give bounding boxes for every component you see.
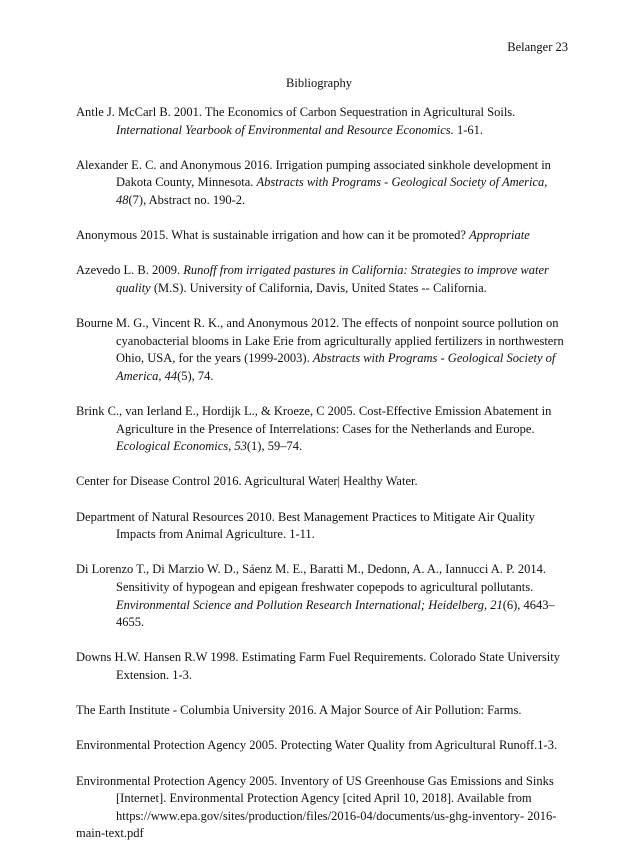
entry-text: Department of Natural Resources 2010. Best Management Practices to Mitigate Air Quality Impacts from Animal Agriculture. 1-11. [76, 509, 535, 542]
bibliography-entry [76, 262, 566, 297]
entry-italic: Runoff from irrigated pastures in California: Strategies to improve water quality [116, 263, 549, 295]
running-head: Belanger 23 [507, 40, 568, 54]
bibliography-entry [76, 104, 566, 139]
page-title: Bibliography [286, 76, 352, 90]
entry-tail: (7), Abstract no. 190-2. [128, 192, 246, 207]
entry-text: Environmental Protection Agency 2005. Inventory of US Greenhouse Gas Emissions and Sinks [Internet]. Environmental Protection Agency [cited April 10, 2018]. Available from https://www.epa.gov/sites/production/files/2016-04/documents/us-ghg-inventory- 2016- [76, 773, 557, 823]
entry-text: Brink C., van Ierland E., Hordijk L., & Kroeze, C 2005. Cost-Effective Emission Abatement in Agriculture in the Presence of Interrelations: Cases for the Netherlands and Europe. [76, 404, 552, 436]
entry-text: Antle J. McCarl B. 2001. The Economics of Carbon Sequestration in Agricultural Soils. [76, 105, 516, 119]
bibliography-entry [76, 509, 566, 544]
bibliography-entry [76, 315, 566, 385]
entry-italic: Appropriate [469, 228, 530, 243]
bibliography-entry [76, 649, 566, 684]
bibliography-entry [76, 473, 566, 491]
entry-text: Downs H.W. Hansen R.W 1998. Estimating Farm Fuel Requirements. Colorado State University Extension. 1-3. [76, 650, 560, 682]
entry-text: Center for Disease Control 2016. Agricultural Water| Healthy Water. [76, 474, 418, 489]
entry-text: Bourne M. G., Vincent R. K., and Anonymous 2012. The effects of nonpoint source pollution on cyanobacterial blooms in Lake Erie from agriculturally applied fertilizers in northwestern Ohio, USA, for the years (1999-2003). [76, 316, 564, 366]
entry-tail: (5), 74. [177, 368, 214, 383]
entry-italic: International Yearbook of Environmental and Resource Economics. [116, 122, 454, 137]
entry-italic: Environmental Science and Pollution Research International; Heidelberg, 21 [116, 597, 503, 612]
bibliography-entry [76, 157, 566, 210]
bibliography-entry [76, 403, 566, 456]
entry-continuation: main-text.pdf [76, 826, 144, 841]
entry-tail: (M.S). University of California, Davis, United States -- California. [150, 280, 487, 295]
entry-italic: Abstracts with Programs - Geological Society of America, 48 [116, 175, 548, 207]
bibliography-entry [76, 773, 566, 843]
entry-italic: Ecological Economics, 53 [116, 439, 247, 454]
bibliography-entry [76, 227, 566, 245]
entry-text: Environmental Protection Agency 2005. Protecting Water Quality from Agricultural Runoff.1-3. [76, 738, 558, 753]
entry-tail: (6), 4643–4655. [116, 597, 555, 630]
entry-tail: (1), 59–74. [246, 439, 303, 454]
entry-text: Alexander E. C. and Anonymous 2016. Irrigation pumping associated sinkhole development in Dakota County, Minnesota. [76, 157, 551, 190]
bibliography-entry [76, 737, 566, 755]
entry-italic: Abstracts with Programs - Geological Society of America, 44 [116, 351, 556, 383]
bibliography-entry [76, 702, 566, 720]
entry-text: Di Lorenzo T., Di Marzio W. D., Sáenz M. E., Baratti M., Dedonn, A. A., Iannucci A. P. 2014. Sensitivity of hypogean and epigean freshwater copepods to agricultural pollutants. [76, 562, 546, 595]
entry-tail: 1-61. [453, 122, 483, 137]
entry-text: Azevedo L. B. 2009. [76, 263, 184, 278]
entry-text: Anonymous 2015. What is sustainable irrigation and how can it be promoted? [76, 228, 470, 243]
entry-text: The Earth Institute - Columbia University 2016. A Major Source of Air Pollution: Farms. [76, 703, 522, 718]
bibliography-entry [76, 561, 566, 631]
bibliography-list [76, 104, 566, 861]
